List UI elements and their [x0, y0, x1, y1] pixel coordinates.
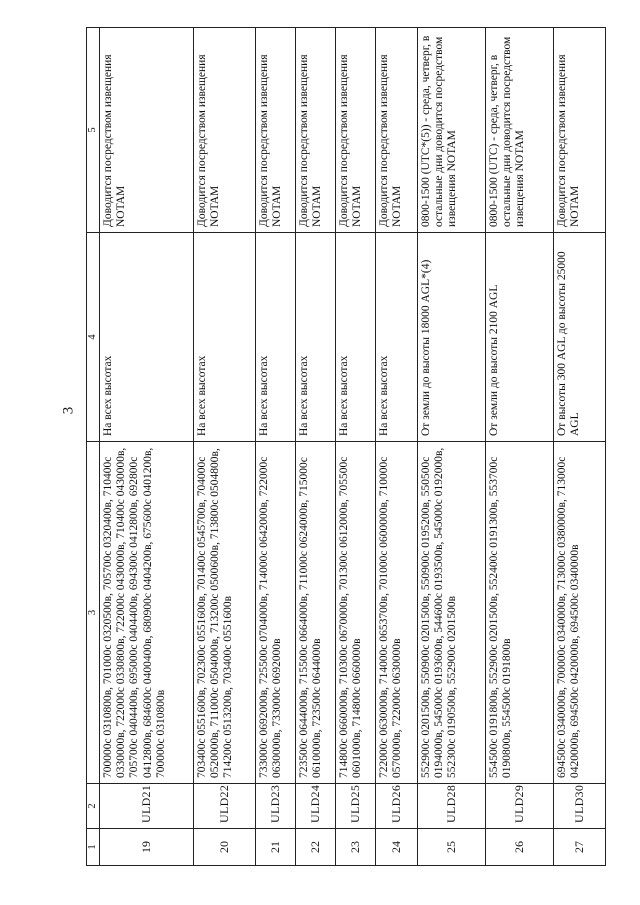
zones-table: [86, 27, 606, 866]
table-row: [194, 28, 256, 866]
column-header: 2: [87, 784, 100, 829]
row-number: 20: [194, 829, 256, 866]
zone-heights: На всех высотах: [100, 233, 194, 442]
column-header: 4: [87, 233, 100, 442]
zone-code: ULD22: [194, 784, 256, 829]
zone-heights: От высоты 300 AGL до высоты 25000 AGL: [554, 233, 606, 442]
zone-heights: На всех высотах: [336, 233, 376, 442]
table-row: [376, 28, 418, 866]
zone-notes: Доводится посредством извещения NOTAM: [376, 28, 418, 233]
zone-coordinates: 554500с 0191800в, 552900с 0201500в, 552400с 0191300в, 553700с 0190800в, 554500с 0191800в: [486, 442, 554, 784]
zone-coordinates: 723500с 0644000в, 715500с 0664000в, 711000с 0624000в, 715000с 0610000в, 723500с 0644000в: [296, 442, 336, 784]
zone-heights: От земли до высоты 2100 AGL: [486, 233, 554, 442]
zone-code: ULD21: [100, 784, 194, 829]
zone-heights: На всех высотах: [296, 233, 336, 442]
row-number: 23: [336, 829, 376, 866]
zone-code: ULD26: [376, 784, 418, 829]
zone-coordinates: 722000с 0630000в, 714000с 0653700в, 701000с 0600000в, 710000с 0570000в, 722000с 0630000в: [376, 442, 418, 784]
table-row: [336, 28, 376, 866]
zone-code: ULD23: [256, 784, 296, 829]
zone-notes: Доводится посредством извещения NOTAM: [100, 28, 194, 233]
zone-code: ULD25: [336, 784, 376, 829]
zone-code: ULD30: [554, 784, 606, 829]
zone-heights: На всех высотах: [376, 233, 418, 442]
column-header: 1: [87, 829, 100, 866]
zone-notes: Доводится посредством извещения NOTAM: [554, 28, 606, 233]
zone-heights: На всех высотах: [256, 233, 296, 442]
zone-notes: Доводится посредством извещения NOTAM: [296, 28, 336, 233]
zone-code: ULD29: [486, 784, 554, 829]
zone-coordinates: 700000с 0310800в, 701000с 0320500в, 705700с 0320400в, 710400с 0330000в, 722000с 0330800в, 722000с 0430000в, 710400с 0430000в, 705700с 0404400в, 695000с 0404400в, 694300с 0412800в, 692800с 0412800в, 684600с 0400400в, 680900с 0404200в, 675600с 0401200в, 700000с 0310800в: [100, 442, 194, 784]
zone-notes: 0800-1500 (UTC) - среда, четверг, в остальные дни доводится посредством извещения NOTAM: [486, 28, 554, 233]
row-number: 26: [486, 829, 554, 866]
table-row: [256, 28, 296, 866]
zone-notes: Доводится посредством извещения NOTAM: [194, 28, 256, 233]
zone-notes: Доводится посредством извещения NOTAM: [336, 28, 376, 233]
zone-coordinates: 714800с 0660000в, 710300с 0670000в, 701300с 0612000в, 705500с 0601000в, 714800с 0660000в: [336, 442, 376, 784]
table-row: [486, 28, 554, 866]
row-number: 21: [256, 829, 296, 866]
zone-coordinates: 703400с 0551600в, 702300с 0551600в, 701400с 0545700в, 704000с 0520000в, 711000с 0504000в, 713200с 0500600в, 713800с 0504800в, 714200с 0513200в, 703400с 0551600в: [194, 442, 256, 784]
table-row: [296, 28, 336, 866]
row-number: 19: [100, 829, 194, 866]
zone-heights: На всех высотах: [194, 233, 256, 442]
page-number: 3: [60, 406, 77, 415]
table-row: [554, 28, 606, 866]
table-row: [100, 28, 194, 866]
zone-heights: От земли до высоты 18000 AGL*(4): [418, 233, 486, 442]
zone-code: ULD24: [296, 784, 336, 829]
row-number: 24: [376, 829, 418, 866]
rotated-table-wrapper: [86, 28, 596, 866]
table-row: [418, 28, 486, 866]
column-header: 5: [87, 28, 100, 233]
zone-coordinates: 733000с 0692000в, 725500с 0704000в, 714000с 0642000в, 722000с 0630000в, 733000с 0692000в: [256, 442, 296, 784]
zone-code: ULD28: [418, 784, 486, 829]
zone-notes: 0800-1500 (UTC*(5)) - среда, четверг, в остальные дни доводится посредством извещения NOTAM: [418, 28, 486, 233]
zone-coordinates: 552900с 0201500в, 550900с 0201500в, 550900с 0195200в, 550500с 0194000в, 545000с 0193600в, 544600с 0193500в, 545000с 0192000в, 552300с 0190500в, 552900с 0201500в: [418, 442, 486, 784]
row-number: 25: [418, 829, 486, 866]
zone-notes: Доводится посредством извещения NOTAM: [256, 28, 296, 233]
header-row: [87, 28, 100, 866]
zone-coordinates: 694500с 0340000в, 700000с 0340000в, 713000с 0380000в, 713000с 0420000в, 694500с 0420000в, 694500с 0340000в: [554, 442, 606, 784]
column-header: 3: [87, 442, 100, 784]
row-number: 27: [554, 829, 606, 866]
row-number: 22: [296, 829, 336, 866]
